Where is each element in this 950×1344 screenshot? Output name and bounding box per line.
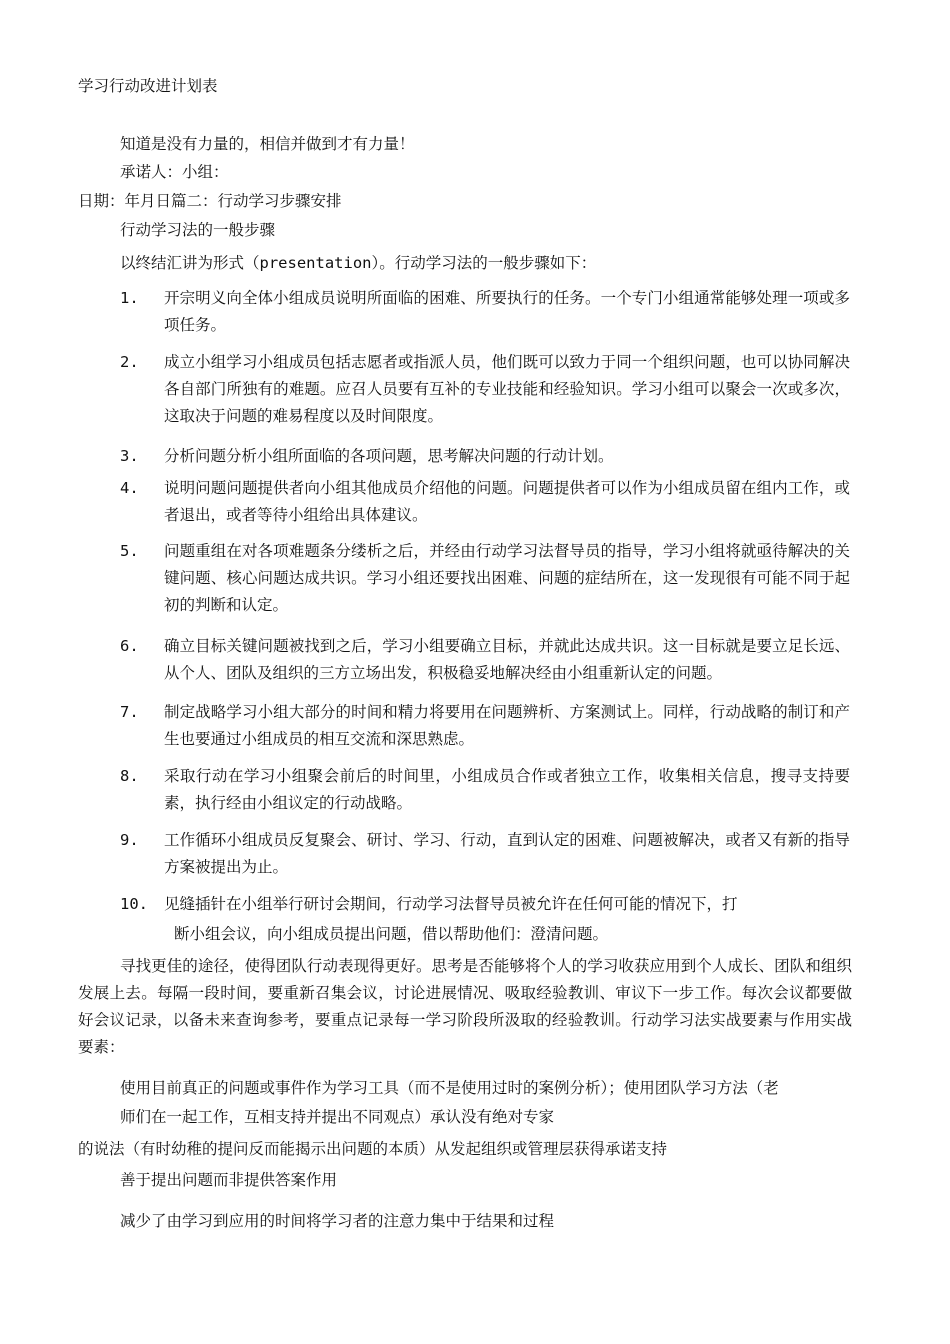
- step-number: 2.: [120, 353, 139, 371]
- date-line: 日期：年月日篇二：行动学习步骤安排: [78, 192, 342, 210]
- intro-prefix: 以终结汇讲为形式（: [120, 254, 260, 272]
- step-text: 采取行动在学习小组聚会前后的时间里，小组成员合作或者独立工作，收集相关信息，搜寻支持要素，执行经由小组议定的行动战略。: [164, 767, 850, 812]
- step-10-continuation: 断小组会议，向小组成员提出问题，借以帮助他们：澄清问题。: [174, 925, 609, 943]
- section-title: 行动学习法的一般步骤: [120, 221, 276, 239]
- step-number: 3.: [120, 447, 139, 465]
- paragraph-seek-better-way: 寻找更佳的途径，使得团队行动表现得更好。思考是否能够将个人的学习收获应用到个人成长、团队和组织发展上去。每隔一段时间，要重新召集会议，讨论进展情况、吸取经验教训、审议下一步工作。每次会议都要做好会议记录，以备未来查询参考，要重点记录每一学习阶段所汲取的经验教训。行动学习法实战要素与作用实战要素：: [78, 957, 852, 1056]
- step-number: 8.: [120, 767, 139, 785]
- step-text: 见缝插针在小组举行研讨会期间，行动学习法督导员被允许在任何可能的情况下，打: [164, 895, 738, 913]
- step-text: 开宗明义向全体小组成员说明所面临的困难、所要执行的任务。一个专门小组通常能够处理一项或多项任务。: [164, 289, 850, 334]
- intro-word: presentation: [259, 254, 372, 272]
- step-text: 工作循环小组成员反复聚会、研讨、学习、行动，直到认定的困难、问题被解决，或者又有新的指导方案被提出为止。: [164, 831, 850, 876]
- step-number: 5.: [120, 542, 139, 560]
- step-number: 10.: [120, 895, 148, 913]
- step-text: 确立目标关键问题被找到之后，学习小组要确立目标，并就此达成共识。这一目标就是要立足长远、从个人、团队及组织的三方立场出发，积极稳妥地解决经由小组重新认定的问题。: [164, 637, 850, 682]
- reduce-time-line: 减少了由学习到应用的时间将学习者的注意力集中于结果和过程: [120, 1212, 555, 1230]
- use-elements-line-3: 的说法（有时幼稚的提问反而能揭示出问题的本质）从发起组织或管理层获得承诺支持: [78, 1140, 668, 1158]
- promiser-line: 承诺人：小组：: [120, 163, 229, 181]
- step-number: 9.: [120, 831, 139, 849]
- step-text: 制定战略学习小组大部分的时间和精力将要用在问题辨析、方案测试上。同样，行动战略的制订和产生也要通过小组成员的相互交流和深思熟虑。: [164, 703, 850, 748]
- step-number: 4.: [120, 479, 139, 497]
- step-number: 6.: [120, 637, 139, 655]
- motto-line: 知道是没有力量的，相信并做到才有力量！: [120, 135, 415, 153]
- good-at-questions-line: 善于提出问题而非提供答案作用: [120, 1171, 338, 1189]
- step-text: 分析问题分析小组所面临的各项问题，思考解决问题的行动计划。: [164, 447, 614, 465]
- step-number: 1.: [120, 289, 139, 307]
- use-elements-line-1: 使用目前真正的问题或事件作为学习工具（而不是使用过时的案例分析）；使用团队学习方法（老: [120, 1079, 779, 1097]
- step-number: 7.: [120, 703, 139, 721]
- use-elements-line-2: 师们在一起工作，互相支持并提出不同观点）承认没有绝对专家: [120, 1108, 555, 1126]
- document-title: 学习行动改进计划表: [78, 77, 218, 95]
- step-text: 问题重组在对各项难题条分缕析之后，并经由行动学习法督导员的指导，学习小组将就亟待解决的关键问题、核心问题达成共识。学习小组还要找出困难、问题的症结所在，这一发现很有可能不同于起初的判断和认定。: [164, 542, 850, 614]
- intro-line: [120, 252, 596, 274]
- step-text: 成立小组学习小组成员包括志愿者或指派人员，他们既可以致力于同一个组织问题，也可以协同解决各自部门所独有的难题。应召人员要有互补的专业技能和经验知识。学习小组可以聚会一次或多次，这取决于问题的难易程度以及时间限度。: [164, 353, 850, 425]
- intro-suffix: ）。行动学习法的一般步骤如下：: [371, 254, 597, 272]
- step-text: 说明问题问题提供者向小组其他成员介绍他的问题。问题提供者可以作为小组成员留在组内工作，或者退出，或者等待小组给出具体建议。: [164, 479, 850, 524]
